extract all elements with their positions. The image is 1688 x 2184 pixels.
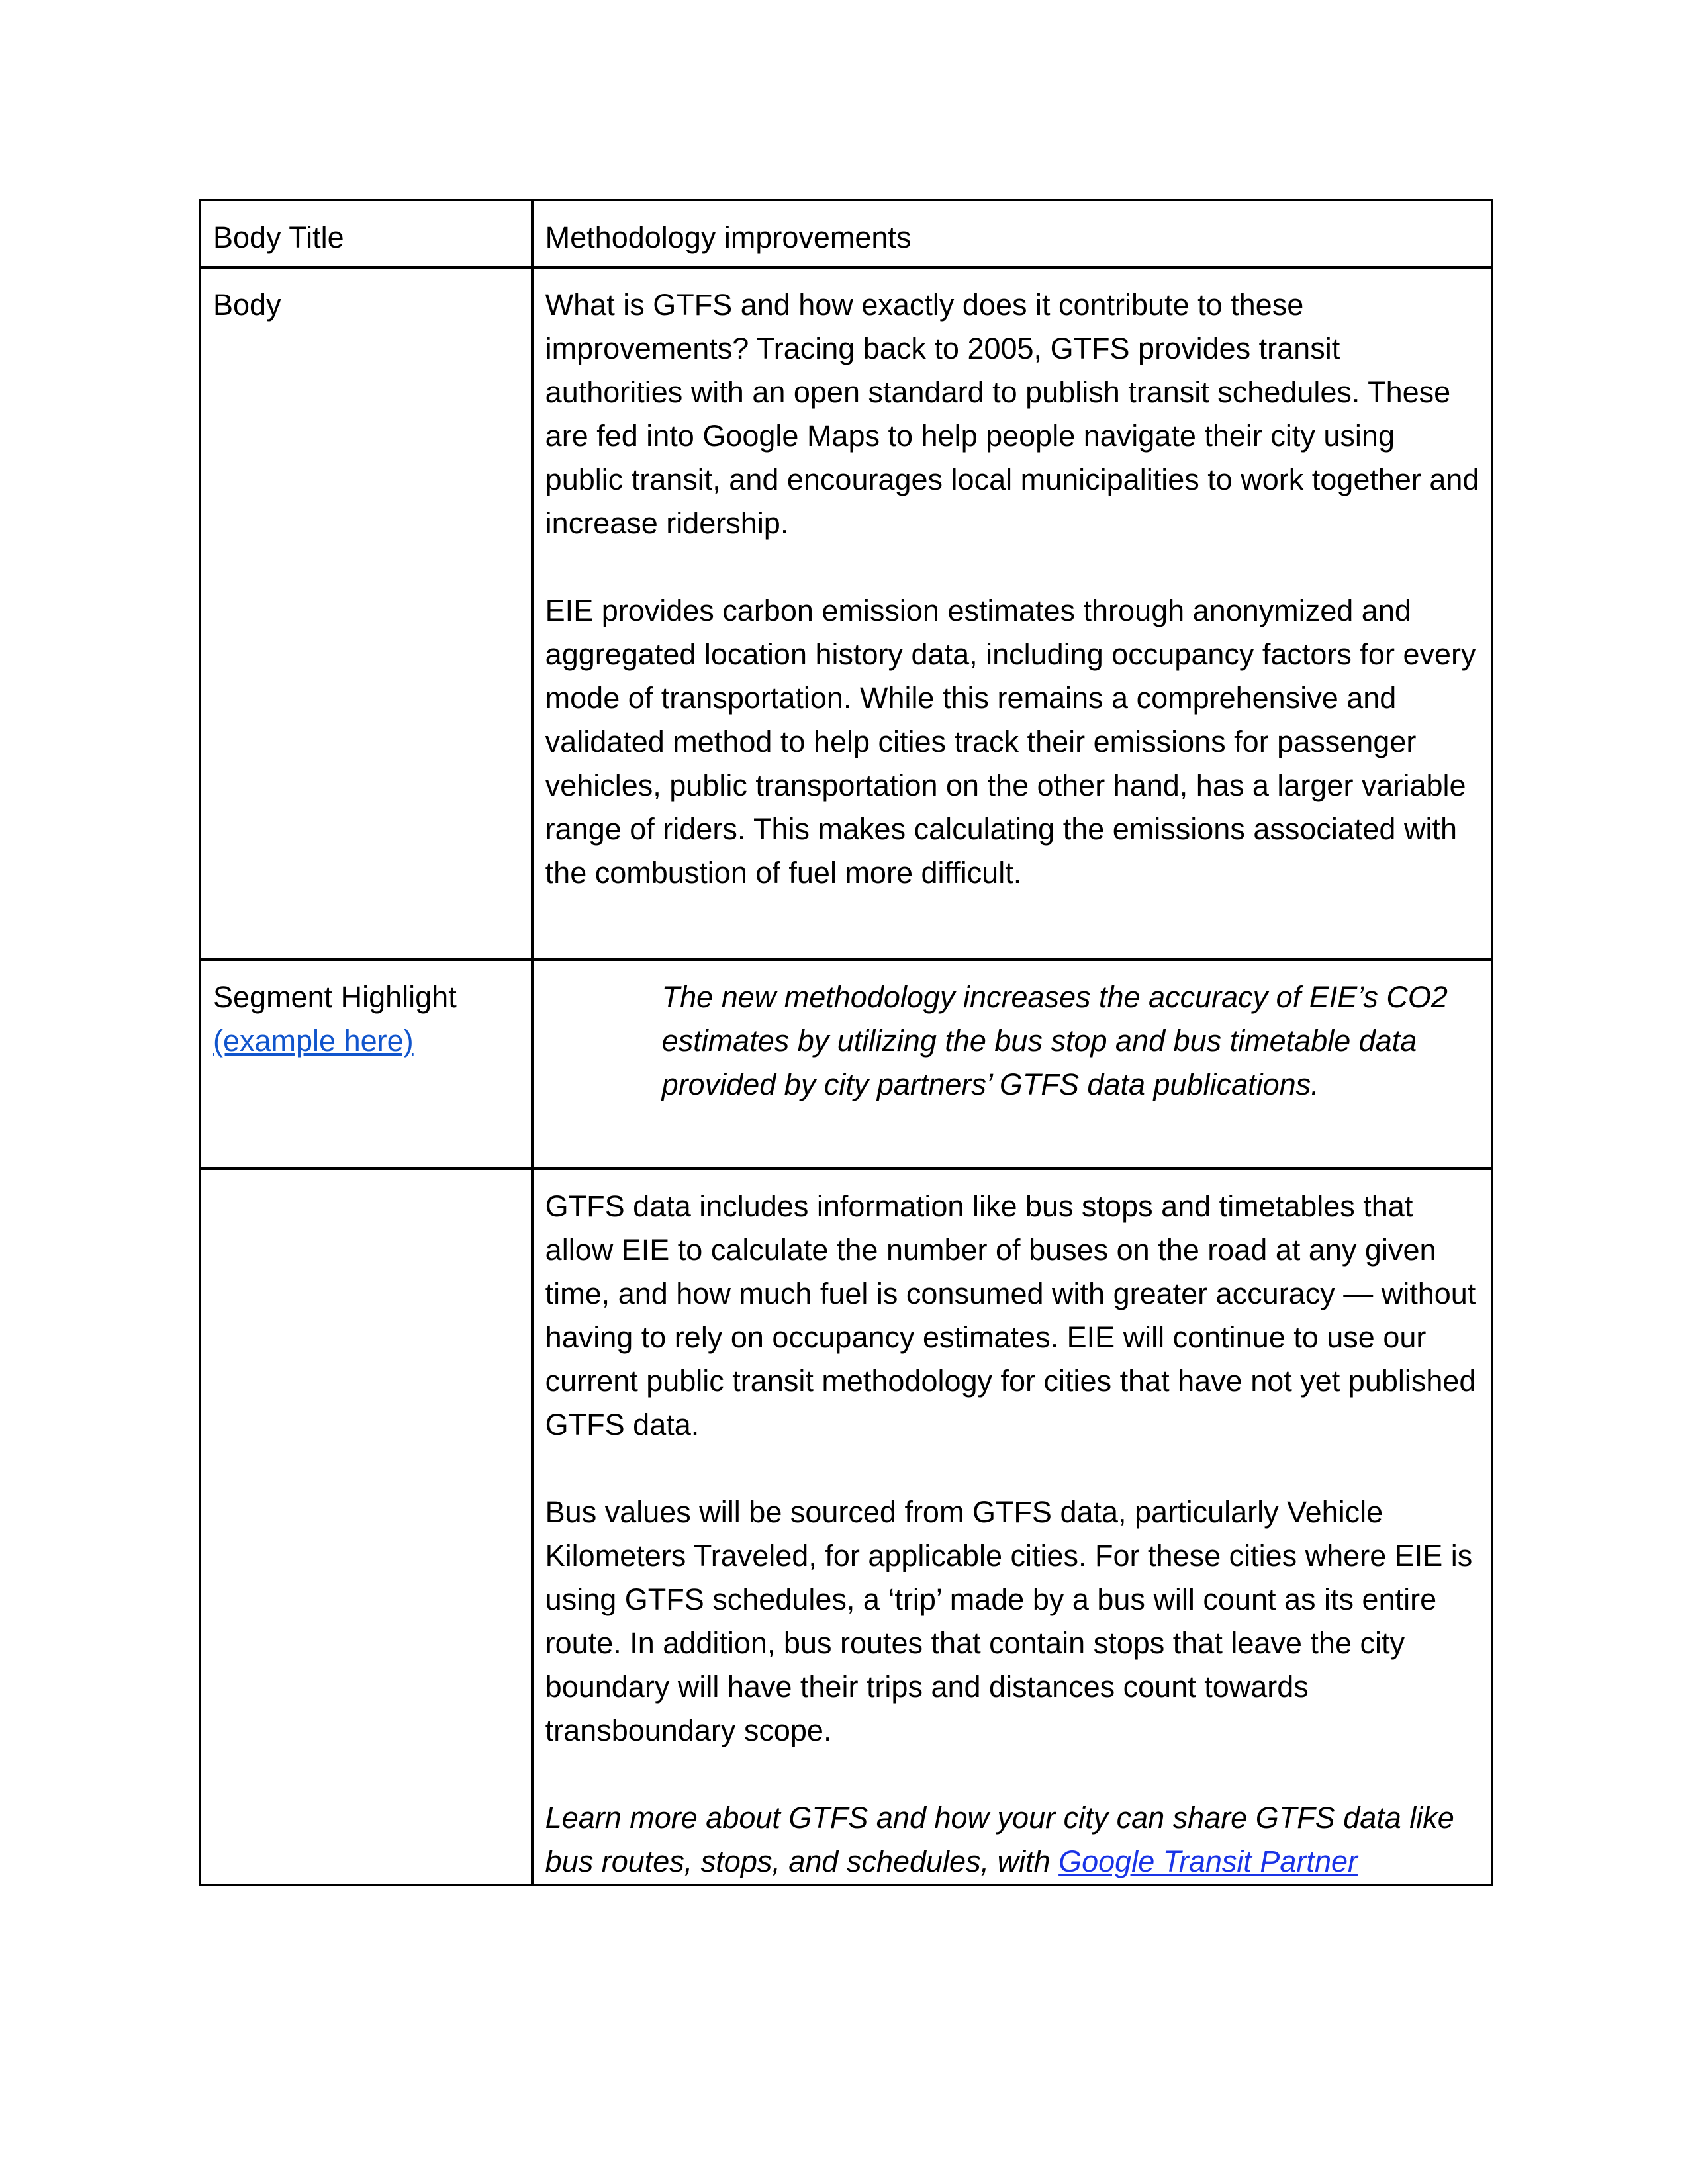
label-cell [200,1169,532,1885]
details-paragraph: GTFS data includes information like bus stops and timetables that allow EIE to calculate the number of buses on the road at any given time, and how much fuel is consumed with greater accuracy — without having to rely on occupancy estimates. EIE will continue to use our current public transit methodology for cities that have not yet published GTFS data. [545,1189,1476,1441]
body-paragraph: EIE provides carbon emission estimates through anonymized and aggregated location history data, including occupancy factors for every mode of transportation. While this remains a comprehensive and validated method to help cities track their emissions for passenger vehicles, public transportation on the other hand, has a larger variable range of riders. This makes calculating the emissions associated with the combustion of fuel more difficult. [545,594,1476,889]
details-paragraph: Bus values will be sourced from GTFS data, particularly Vehicle Kilometers Traveled, for applicable cities. For these cities where EIE is using GTFS schedules, a ‘trip’ made by a bus will count as its entire route. In addition, bus routes that contain stops that leave the city boundary will have their trips and distances count towards transboundary scope. [545,1495,1473,1747]
content-cell [532,1169,1492,1885]
highlight-quote: The new methodology increases the accuracy of EIE’s CO2 estimates by utilizing the bus stop and bus timetable data provided by city partners’ GTFS data publications. [661,980,1448,1101]
learn-more-text: Learn more about GTFS and how your city can share GTFS data like bus routes, stops, and schedules, with [545,1801,1454,1878]
content-cell [532,960,1492,1169]
content-table [199,199,1493,1886]
learn-more-paragraph [545,1796,1480,1884]
label-cell [200,200,532,267]
label-cell [200,267,532,960]
paragraph-spacer [545,1752,1480,1796]
segment-highlight-label: Segment Highlight [213,980,457,1014]
google-transit-partner-link[interactable]: Google Transit Partner [1058,1844,1358,1878]
paragraph-spacer [545,545,1480,589]
body-title-value: Methodology improvements [545,220,912,254]
example-link[interactable]: (example here) [213,1024,414,1058]
body-paragraph: What is GTFS and how exactly does it contribute to these improvements? Tracing back to 2005, GTFS provides transit authorities with an open standard to publish transit schedules. These are fed into Google Maps to help people navigate their city using public transit, and encourages local municipalities to work together and increase ridership. [545,288,1479,540]
content-cell [532,200,1492,267]
table-row-body [200,267,1492,960]
content-cell [532,267,1492,960]
table-row-body-title [200,200,1492,267]
table-row-details [200,1169,1492,1885]
body-label: Body [213,288,281,322]
label-cell [200,960,532,1169]
body-title-label: Body Title [213,220,344,254]
paragraph-spacer [545,1447,1480,1490]
table-row-segment-highlight [200,960,1492,1169]
